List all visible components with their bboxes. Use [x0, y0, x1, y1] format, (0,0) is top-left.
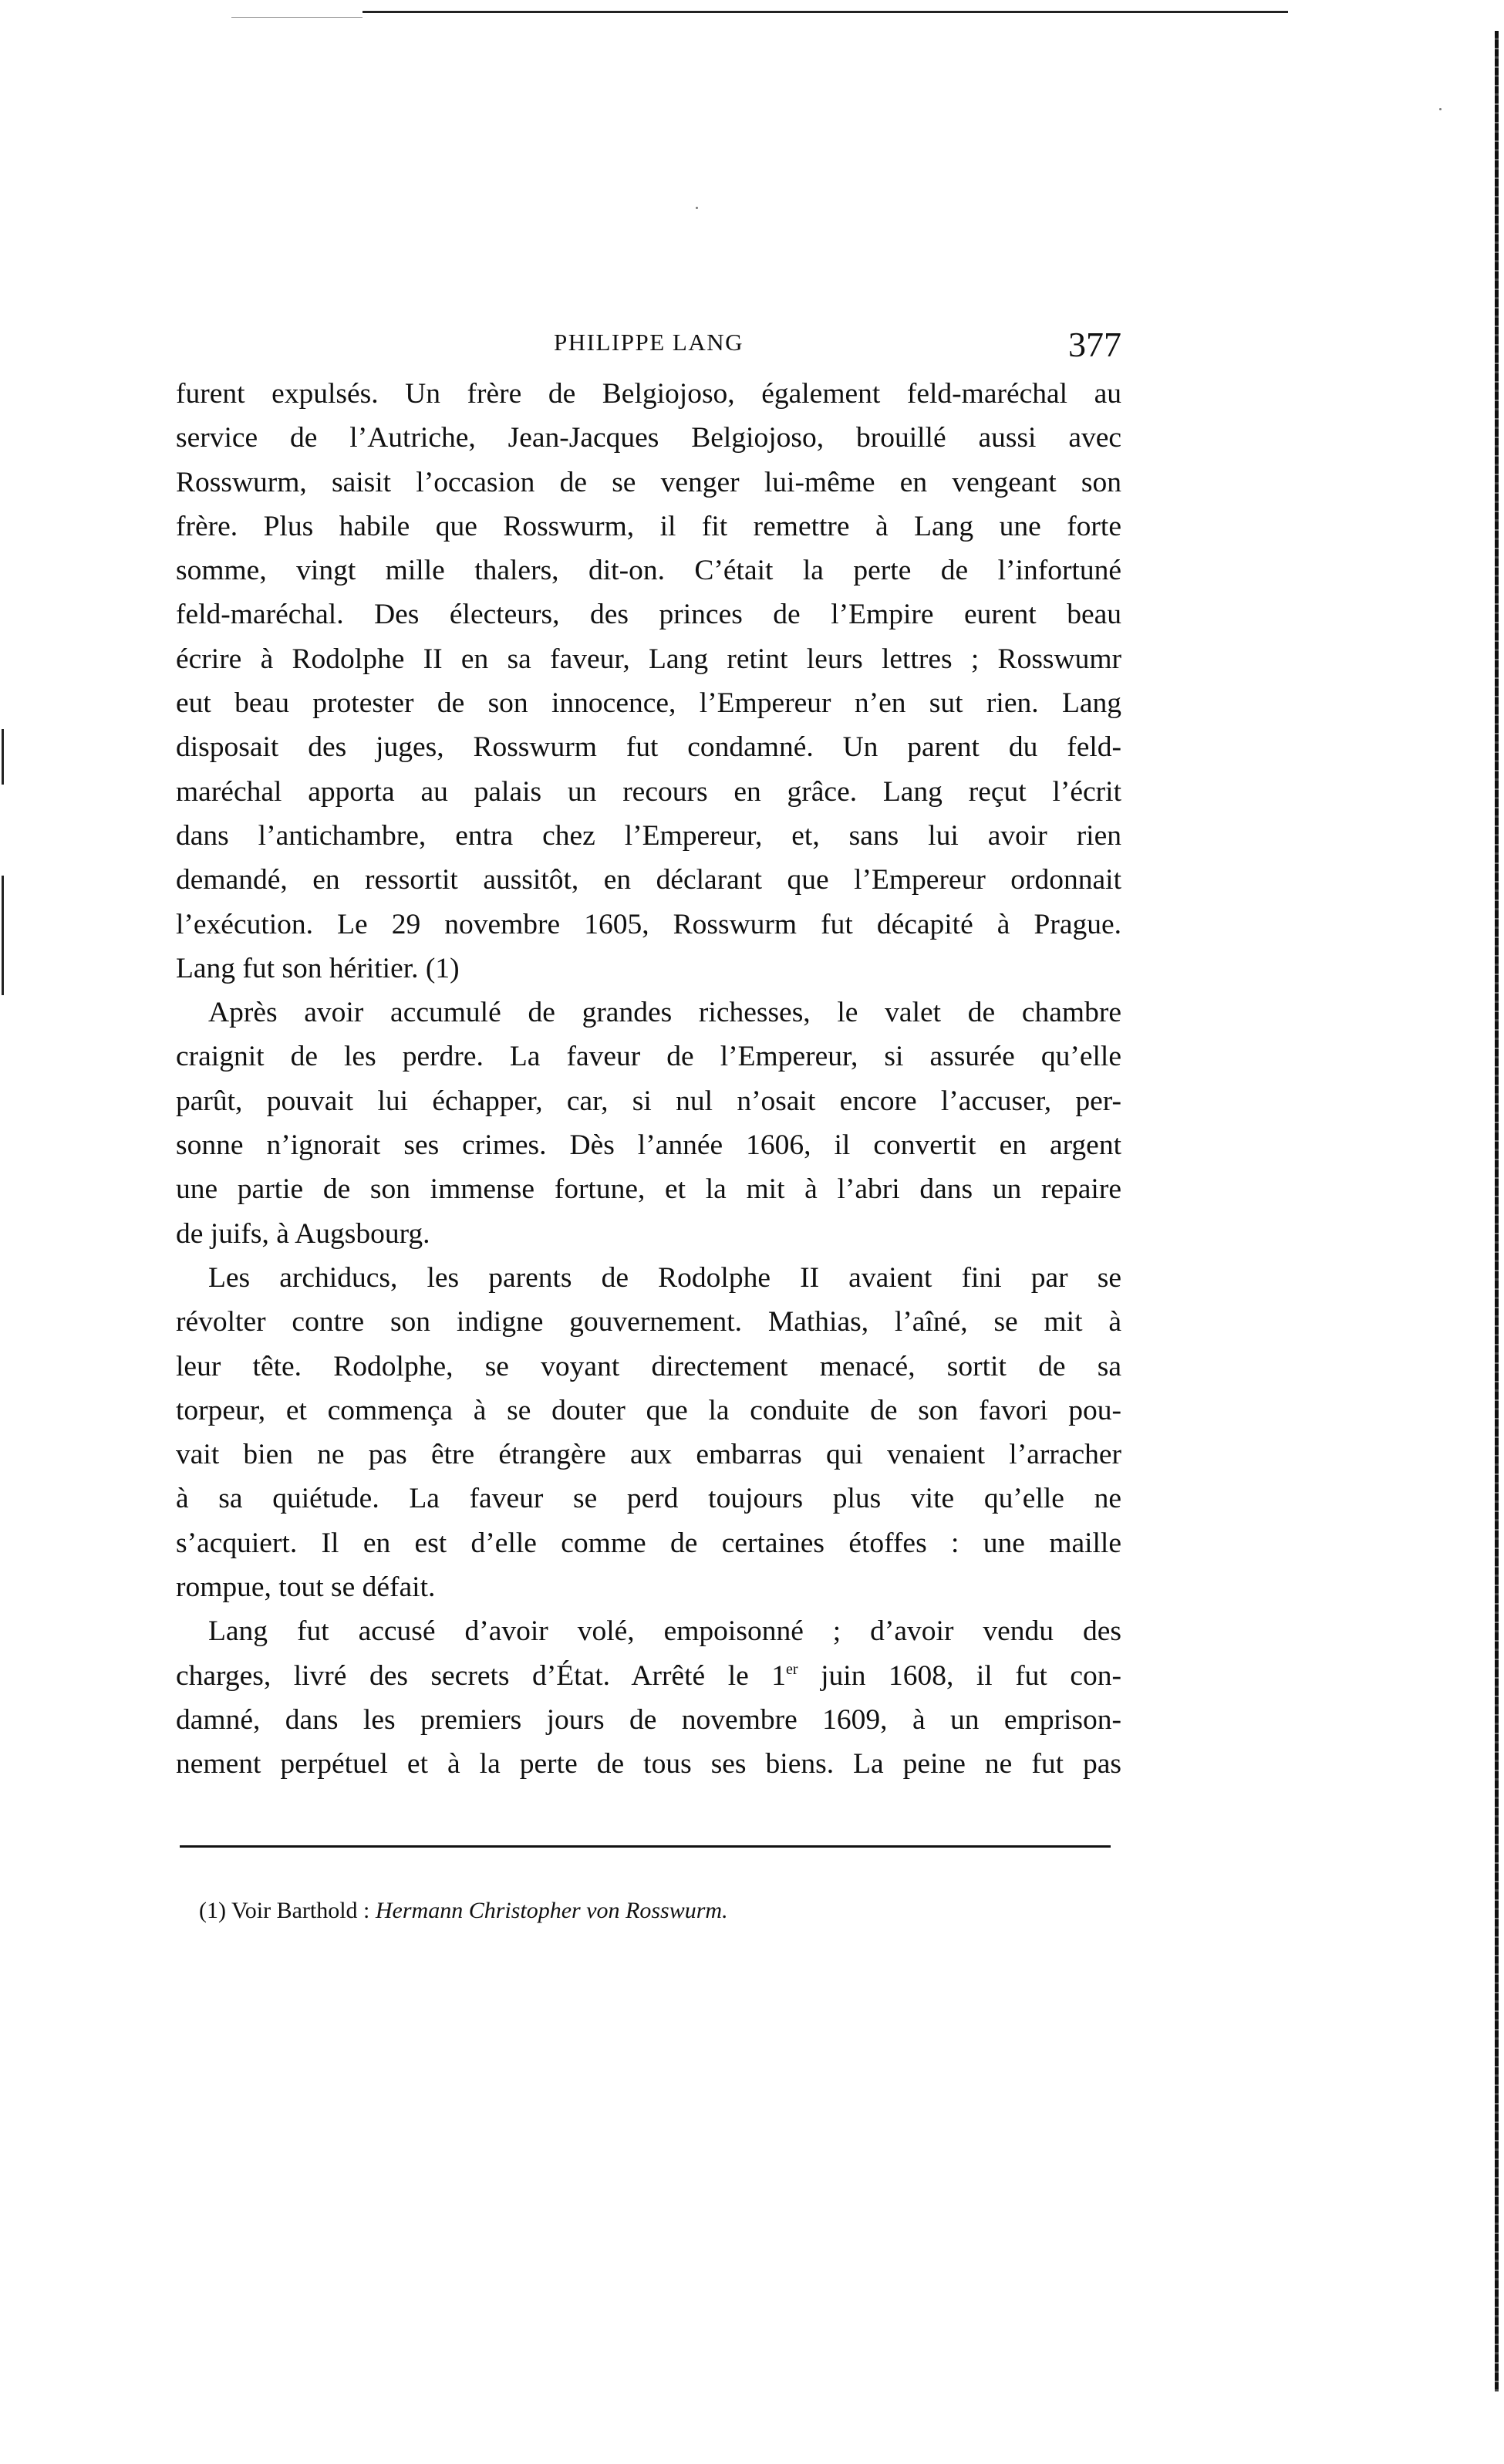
text-line-segment: charges, livré des secrets d’État. Arrêté le 1 [176, 1659, 787, 1692]
footnote-marker: (1) [199, 1898, 226, 1923]
text-line: nement perpétuel et à la perte de tous ses biens. La peine ne fut pas [176, 1748, 1121, 1780]
scan-edge-right [1495, 31, 1499, 2391]
scan-edge-top-line [363, 11, 1288, 13]
text-line: parût, pouvait lui échapper, car, si nul n’osait encore l’accuser, per- [176, 1085, 1121, 1117]
text-line: rompue, tout se défait. [176, 1571, 436, 1604]
scan-speck [1439, 108, 1442, 110]
footnote [199, 1898, 728, 1924]
text-line: de juifs, à Augsbourg. [176, 1217, 430, 1250]
text-line: feld-maréchal. Des électeurs, des princes de l’Empire eurent beau [176, 599, 1121, 631]
text-line: dans l’antichambre, entra chez l’Empereur, et, sans lui avoir rien [176, 819, 1121, 852]
text-line: service de l’Autriche, Jean-Jacques Belgiojoso, brouillé aussi avec [176, 422, 1121, 454]
text-line: torpeur, et commença à se douter que la conduite de son favori pou- [176, 1394, 1121, 1426]
text-line: damné, dans les premiers jours de novembre 1609, à un emprison- [176, 1703, 1121, 1736]
text-line: Les archiducs, les parents de Rodolphe II avaient fini par se [208, 1261, 1121, 1294]
ordinal-superscript: er [786, 1660, 798, 1678]
text-line: l’exécution. Le 29 novembre 1605, Rosswurm fut décapité à Prague. [176, 908, 1121, 940]
running-title: PHILIPPE LANG [554, 329, 744, 356]
text-line: disposait des juges, Rosswurm fut condamné. Un parent du feld- [176, 731, 1121, 764]
scan-edge-left-mark [2, 729, 4, 785]
text-line: Après avoir accumulé de grandes richesses, le valet de chambre [208, 997, 1121, 1029]
scan-speck [696, 207, 698, 209]
footnote-text: Voir Barthold : [225, 1898, 376, 1923]
text-line: furent expulsés. Un frère de Belgiojoso, également feld-maréchal au [176, 378, 1121, 410]
text-line [176, 1654, 1121, 1698]
footnote-rule [180, 1845, 1111, 1848]
text-line: demandé, en ressortit aussitôt, en déclarant que l’Empereur ordonnait [176, 864, 1121, 896]
page-number: 377 [1068, 325, 1121, 364]
text-line: sonne n’ignorait ses crimes. Dès l’année 1606, il convertit en argent [176, 1129, 1121, 1162]
text-line: somme, vingt mille thalers, dit-on. C’était la perte de l’infortuné [176, 555, 1121, 587]
text-line: frère. Plus habile que Rosswurm, il fit remettre à Lang une forte [176, 510, 1121, 542]
text-line: Rosswurm, saisit l’occasion de se venger lui-même en vengeant son [176, 466, 1121, 498]
footnote-cited-title: Hermann Christopher von Rosswurm. [375, 1898, 728, 1923]
text-line: eut beau protester de son innocence, l’Empereur n’en sut rien. Lang [176, 687, 1121, 720]
text-line: vait bien ne pas être étrangère aux embarras qui venaient l’arracher [176, 1439, 1121, 1471]
text-line: révolter contre son indigne gouvernement. Mathias, l’aîné, se mit à [176, 1306, 1121, 1338]
text-line: s’acquiert. Il en est d’elle comme de certaines étoffes : une maille [176, 1527, 1121, 1559]
body-text [176, 372, 1121, 1787]
text-line: leur tête. Rodolphe, se voyant directement menacé, sortit de sa [176, 1350, 1121, 1382]
text-line: maréchal apporta au palais un recours en grâce. Lang reçut l’écrit [176, 775, 1121, 808]
text-line: écrire à Rodolphe II en sa faveur, Lang retint leurs lettres ; Rosswumr [176, 643, 1121, 675]
scan-edge-left-mark [2, 876, 4, 995]
text-line: à sa quiétude. La faveur se perd toujours plus vite qu’elle ne [176, 1483, 1121, 1515]
scan-edge-top-line-2 [231, 17, 363, 18]
text-line: craignit de les perdre. La faveur de l’Empereur, si assurée qu’elle [176, 1041, 1121, 1073]
text-line: une partie de son immense fortune, et la mit à l’abri dans un repaire [176, 1173, 1121, 1206]
text-line-segment: juin 1608, il fut con- [798, 1659, 1121, 1692]
text-line: Lang fut son héritier. (1) [176, 952, 460, 984]
running-head [176, 324, 1121, 370]
text-line: Lang fut accusé d’avoir volé, empoisonné ; d’avoir vendu des [208, 1615, 1121, 1648]
